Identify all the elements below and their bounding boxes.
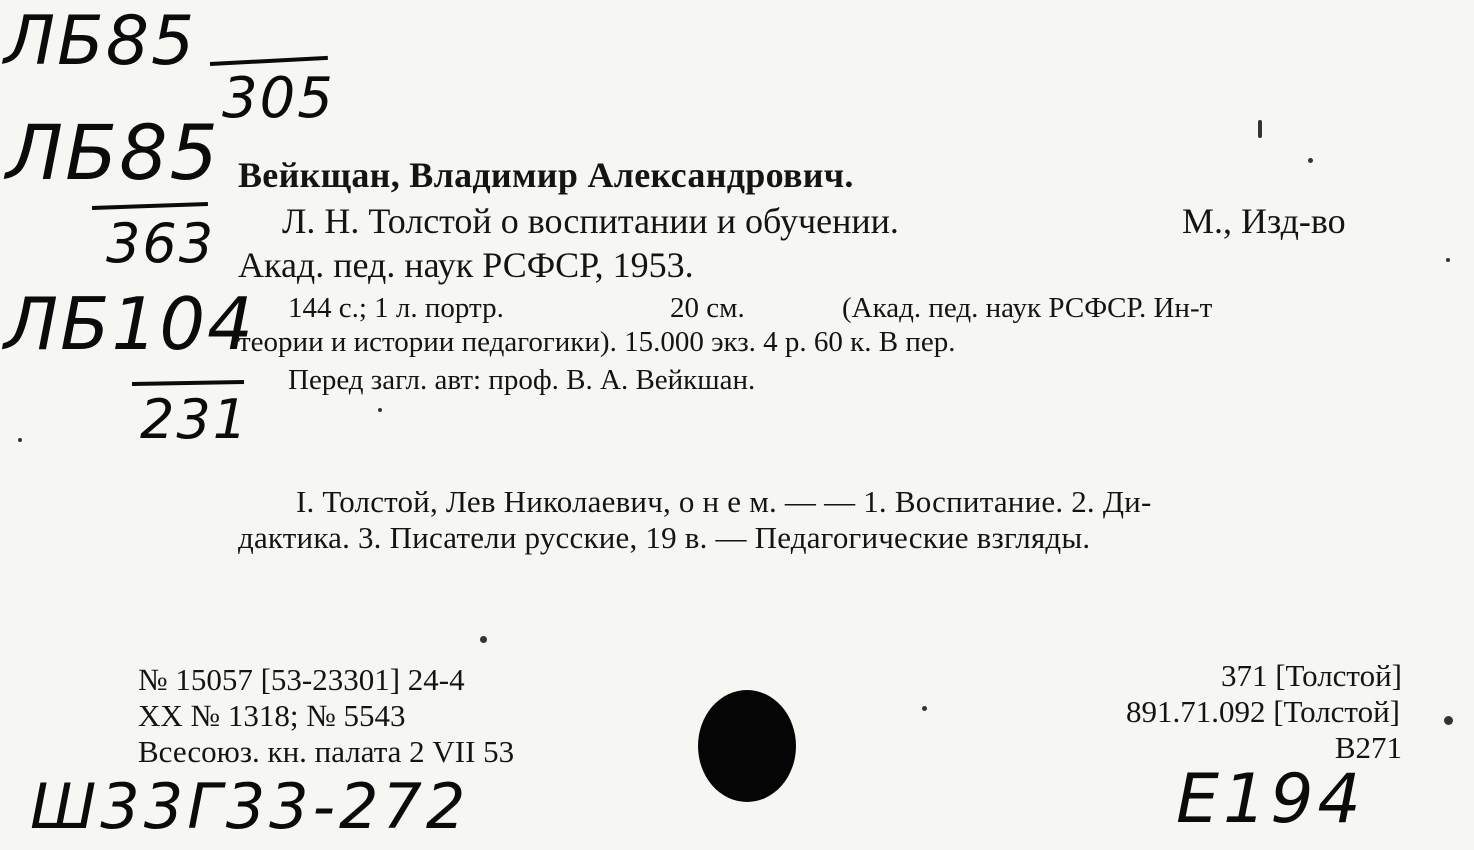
shelfmark-1-divider [210,56,328,66]
scan-speck [1308,158,1313,163]
title-line-1a: Л. Н. Толстой о воспитании и обучении. [282,201,899,241]
shelfmark-2: ЛБ85 [6,108,220,197]
shelfmark-3-divider [132,380,244,386]
note-line: Перед загл. авт: проф. В. А. Вейкшан. [288,364,756,396]
scan-speck [378,408,382,412]
shelfmark-3-number: 231 [140,388,250,451]
physical-line-1c: (Акад. пед. наук РСФСР. Ин-т [842,292,1213,324]
shelfmark-2-number: 363 [106,212,216,275]
footer-left-line-3: Всесоюз. кн. палата 2 VII 53 [138,734,515,769]
shelfmark-1: ЛБ85 [4,2,197,81]
physical-line-1a: 144 с.; 1 л. портр. [288,292,504,324]
handwritten-inventory-right: Е194 [1176,760,1365,839]
scan-speck [18,438,22,442]
footer-right-line-3: В271 [1334,730,1402,765]
footer-right-line-1: 371 [Толстой] [1220,658,1402,693]
footer-left-line-1: № 15057 [53-23301] 24-4 [138,662,465,697]
shelfmark-3: ЛБ104 [4,282,255,366]
scan-speck [1444,716,1453,725]
scan-speck [922,706,927,711]
physical-line-2: теории и истории педагогики). 15.000 экз. 4 р. 60 к. В пер. [238,326,956,358]
title-line-1b: М., Изд-во [1182,201,1346,241]
title-line-2: Акад. пед. наук РСФСР, 1953. [238,245,694,285]
subjects-line-1: I. Толстой, Лев Николаевич, о н е м. — — 1. Воспитание. 2. Ди- [296,484,1152,519]
scan-speck [1446,258,1450,262]
scan-speck [480,636,487,643]
footer-left-line-2: XX № 1318; № 5543 [138,698,406,733]
shelfmark-1-number: 305 [222,66,335,131]
footer-right-line-2: 891.71.092 [Толстой] [1125,694,1400,729]
handwritten-inventory-left: Ш33Г33-272 [30,770,470,843]
subjects-line-2: дактика. 3. Писатели русские, 19 в. — Педагогические взгляды. [238,520,1091,555]
author-heading: Вейкщан, Владимир Александрович. [238,155,854,195]
shelfmark-2-divider [92,202,208,210]
scan-speck [1258,120,1262,138]
punch-hole [698,690,796,802]
physical-line-1b: 20 см. [670,292,745,324]
